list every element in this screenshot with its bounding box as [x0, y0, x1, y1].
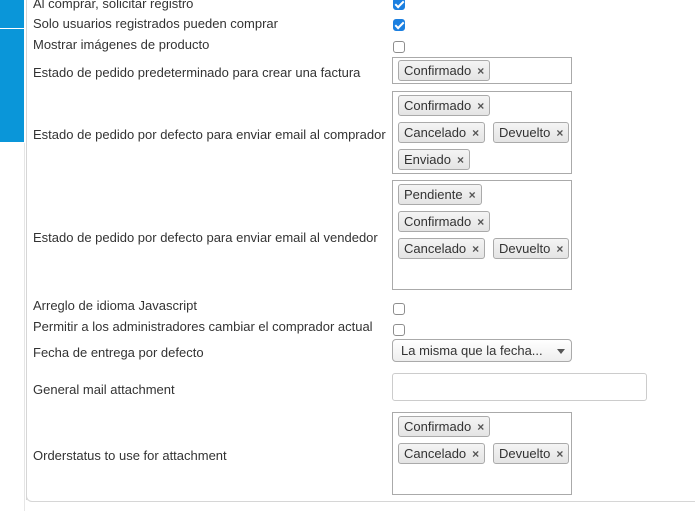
chip-devuelto	[493, 122, 569, 143]
chip-cancelado	[398, 443, 485, 464]
sidebar-tab-4[interactable]	[0, 85, 24, 114]
sidebar-tab-3[interactable]	[0, 57, 24, 86]
chip-confirmado	[398, 416, 490, 437]
select-default-delivery-date[interactable]	[392, 339, 572, 362]
chip-label: Devuelto	[499, 125, 551, 140]
chip-remove-icon[interactable]: ×	[472, 242, 480, 256]
multiselect-buyer-email-status[interactable]	[392, 91, 572, 174]
multiselect-attachment-orderstatus[interactable]	[392, 412, 572, 495]
chip-remove-icon[interactable]: ×	[456, 153, 464, 167]
select-value: La misma que la fecha...	[401, 343, 543, 358]
checkbox-show-product-images[interactable]	[393, 41, 405, 53]
chip-remove-icon[interactable]: ×	[477, 99, 485, 113]
sidebar-tab-2[interactable]	[0, 29, 24, 58]
label-invoice-status: Estado de pedido predeterminado para crear una factura	[33, 65, 361, 80]
chip-devuelto	[493, 238, 569, 259]
chip-label: Devuelto	[499, 446, 551, 461]
chip-remove-icon[interactable]: ×	[556, 126, 564, 140]
label-js-language-fix: Arreglo de idioma Javascript	[33, 298, 198, 313]
multiselect-seller-email-status[interactable]	[392, 180, 572, 290]
sidebar-tab-5[interactable]	[0, 113, 24, 143]
chip-confirmado	[398, 95, 490, 116]
label-show-product-images: Mostrar imágenes de producto	[33, 37, 210, 52]
chip-confirmado	[398, 211, 490, 232]
label-default-delivery-date: Fecha de entrega por defecto	[33, 345, 204, 360]
checkbox-js-language-fix[interactable]	[393, 303, 405, 315]
chip-label: Confirmado	[404, 98, 472, 113]
label-seller-email-status: Estado de pedido por defecto para enviar email al vendedor	[33, 230, 378, 245]
multiselect-invoice-status[interactable]	[392, 57, 572, 84]
chip-remove-icon[interactable]: ×	[468, 188, 476, 202]
chip-remove-icon[interactable]: ×	[472, 126, 480, 140]
chip-label: Cancelado	[404, 446, 467, 461]
label-general-mail-attachment: General mail attachment	[33, 382, 175, 397]
chip-label: Confirmado	[404, 63, 472, 78]
chip-remove-icon[interactable]: ×	[472, 447, 480, 461]
chip-remove-icon[interactable]: ×	[556, 447, 564, 461]
chevron-down-icon	[557, 349, 565, 354]
chip-remove-icon[interactable]: ×	[477, 420, 485, 434]
checkbox-admin-change-buyer[interactable]	[393, 324, 405, 336]
chip-confirmado	[398, 60, 490, 81]
chip-cancelado	[398, 122, 485, 143]
checkbox-registered-only[interactable]	[393, 19, 405, 31]
chip-label: Devuelto	[499, 241, 551, 256]
input-general-mail-attachment[interactable]	[392, 373, 647, 401]
label-admin-change-buyer: Permitir a los administradores cambiar el comprador actual	[33, 319, 373, 334]
chip-label: Enviado	[404, 152, 451, 167]
label-buyer-email-status: Estado de pedido por defecto para enviar email al comprador	[33, 127, 386, 142]
chip-remove-icon[interactable]: ×	[556, 242, 564, 256]
chip-label: Pendiente	[404, 187, 463, 202]
chip-label: Cancelado	[404, 125, 467, 140]
chip-cancelado	[398, 238, 485, 259]
chip-label: Confirmado	[404, 419, 472, 434]
label-attachment-orderstatus: Orderstatus to use for attachment	[33, 448, 227, 463]
checkbox-request-registration[interactable]	[393, 0, 405, 10]
chip-remove-icon[interactable]: ×	[477, 215, 485, 229]
sidebar-strip	[0, 0, 24, 143]
label-registered-only: Solo usuarios registrados pueden comprar	[33, 16, 278, 31]
panel-border-bottom	[33, 501, 695, 502]
panel-border-left	[26, 0, 27, 500]
chip-label: Confirmado	[404, 214, 472, 229]
chip-remove-icon[interactable]: ×	[477, 64, 485, 78]
label-request-registration: Al comprar, solicitar registro	[33, 0, 194, 11]
sidebar-edge	[24, 143, 25, 511]
chip-enviado	[398, 149, 470, 170]
sidebar-tab-1[interactable]	[0, 0, 24, 29]
chip-label: Cancelado	[404, 241, 467, 256]
chip-devuelto	[493, 443, 569, 464]
chip-pendiente	[398, 184, 482, 205]
